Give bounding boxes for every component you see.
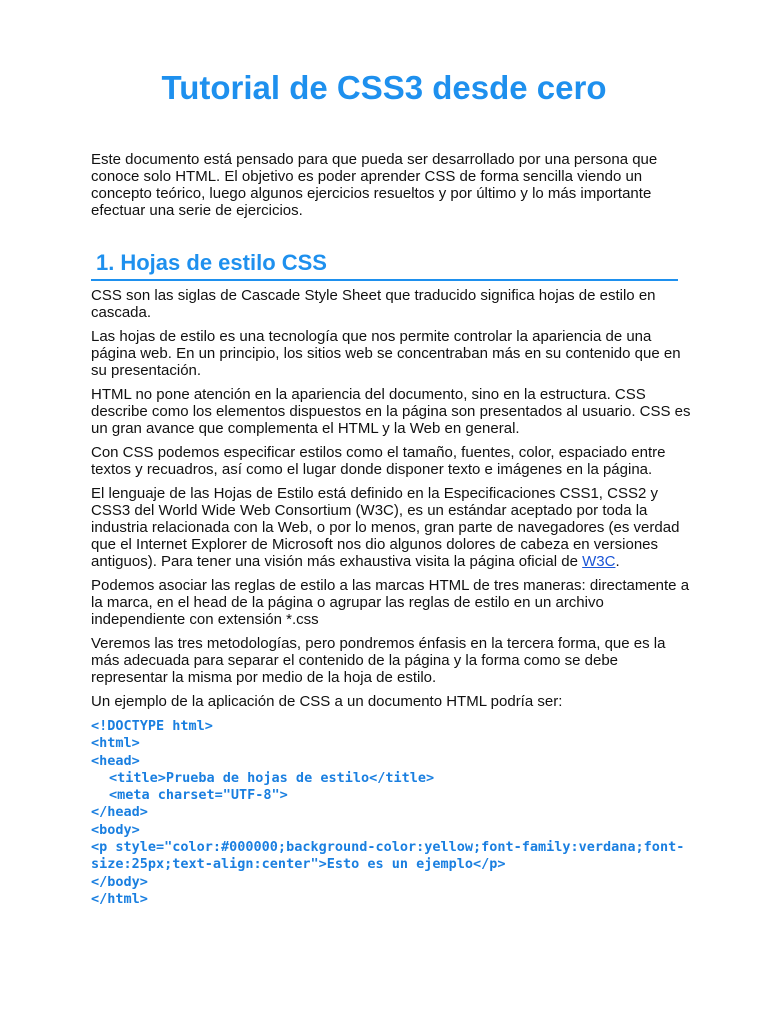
paragraph: Podemos asociar las reglas de estilo a las marcas HTML de tres maneras: directamente a la marca, en el head de la página o agrupar las reglas de estilo en un archivo independiente con extensión *.css bbox=[91, 577, 690, 628]
code-line: <title>Prueba de hojas de estilo</title> bbox=[109, 769, 435, 786]
paragraph: Las hojas de estilo es una tecnología que nos permite controlar la apariencia de una página web. En un principio, los sitios web se concentraban más en su contenido que en su presentación. bbox=[91, 328, 681, 379]
paragraph: Veremos las tres metodologías, pero pondremos énfasis en la tercera forma, que es la más adecuada para separar el contenido de la página y la forma como se debe representar la misma por medio de la hoja de estilo. bbox=[91, 635, 666, 686]
section-title: Hojas de estilo CSS bbox=[120, 250, 327, 275]
section-heading bbox=[91, 249, 678, 281]
code-line: </body> bbox=[91, 873, 148, 890]
code-line: <head> bbox=[91, 752, 140, 769]
code-line: <meta charset="UTF-8"> bbox=[109, 787, 288, 804]
intro-paragraph: Este documento está pensado para que pueda ser desarrollado por una persona que conoce solo HTML. El objetivo es poder aprender CSS de forma sencilla viendo un concepto teórico, luego algunos ejercicios resueltos y por último y lo más importante efectuar una serie de ejercicios. bbox=[91, 151, 658, 219]
section-body bbox=[91, 287, 691, 908]
code-example bbox=[91, 718, 691, 908]
code-line: </head> bbox=[91, 804, 148, 821]
paragraph: Con CSS podemos especificar estilos como el tamaño, fuentes, color, espaciado entre textos y recuadros, así como el lugar donde disponer texto e imágenes en la página. bbox=[91, 444, 666, 478]
paragraph-text: El lenguaje de las Hojas de Estilo está definido en la Especificaciones CSS1, CSS2 y CSS3 del World Wide Web Consortium (W3C), es un estándar aceptado por toda la industria relacionada con la Web, o por lo menos, gran parte de navegadores (es verdad que el Internet Explorer de Microsoft nos dio algunos dolores de cabeza en versiones antiguos). Para tener una visión más exhaustiva visita la página oficial de bbox=[91, 485, 680, 570]
code-line: <body> bbox=[91, 821, 140, 838]
w3c-link[interactable]: W3C bbox=[582, 553, 616, 570]
paragraph-w3c bbox=[91, 485, 691, 570]
paragraph-end: . bbox=[615, 553, 620, 570]
code-line: <p style="color:#000000;background-color:yellow;font-family:verdana;font-size:25px;text-align:center">Esto es un ejemplo</p> bbox=[91, 839, 685, 873]
document-title: Tutorial de CSS3 desde cero bbox=[161, 69, 607, 106]
paragraph: CSS son las siglas de Cascade Style Sheet que traducido significa hojas de estilo en cascada. bbox=[91, 287, 656, 321]
code-line: <html> bbox=[91, 735, 140, 752]
paragraph: HTML no pone atención en la apariencia del documento, sino en la estructura. CSS describe como los elementos dispuestos en la página son presentados al usuario. CSS es un gran avance que complementa el HTML y la Web en general. bbox=[91, 386, 691, 437]
section-number: 1. bbox=[96, 250, 115, 275]
code-line: </html> bbox=[91, 890, 148, 907]
code-line: <!DOCTYPE html> bbox=[91, 718, 213, 734]
paragraph: Un ejemplo de la aplicación de CSS a un documento HTML podría ser: bbox=[91, 693, 563, 710]
